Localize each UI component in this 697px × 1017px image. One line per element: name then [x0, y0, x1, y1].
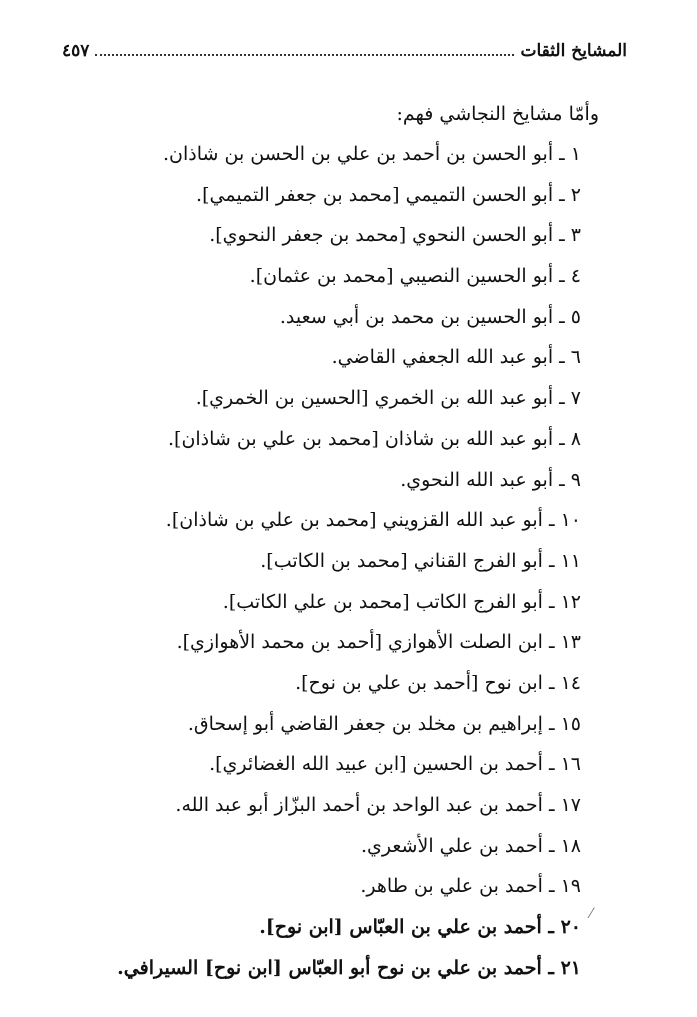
item-text: أحمد بن علي الأشعري.	[361, 834, 543, 857]
list-item: ١٢ ـ أبو الفرج الكاتب [محمد بن علي الكاتب].	[222, 590, 581, 613]
item-number: ٢١	[560, 956, 581, 979]
leader-dots	[95, 40, 514, 56]
item-number: ١٨	[560, 834, 581, 857]
item-number: ٢٠	[560, 916, 581, 939]
list-item: ١٩ ـ أحمد بن علي بن طاهر.	[360, 875, 581, 898]
item-number: ١٤	[560, 671, 581, 694]
item-number: ١٧	[560, 794, 581, 816]
item-text: أبو الفرج القناني [محمد بن الكاتب].	[260, 549, 543, 572]
list-item: ٢١ ـ أحمد بن علي بن نوح أبو العبّاس [ابن نوح] السيرافي.	[117, 956, 581, 979]
item-text: أبو الحسن بن أحمد بن علي بن الحسن بن شاذان.	[163, 143, 554, 165]
item-text: أبو عبد الله النحوي.	[400, 468, 554, 491]
list-item: ١٦ ـ أحمد بن الحسين [ابن عبيد الله الغضائري].	[209, 753, 581, 776]
list-item: ٩ ـ أبو عبد الله النحوي.	[400, 468, 581, 491]
item-text: أبو الحسن التميمي [محمد بن جعفر التميمي].	[196, 183, 554, 206]
list-item: ٥ ـ أبو الحسين بن محمد بن أبي سعيد.	[279, 305, 581, 328]
item-number: ١١	[560, 549, 581, 572]
page-body	[40, 94, 599, 988]
sheikh-list	[40, 134, 599, 988]
item-number: ٤	[570, 265, 581, 288]
intro-line: وأمّا مشايخ النجاشي فهم:	[396, 103, 599, 125]
item-text: أبو الحسين بن محمد بن أبي سعيد.	[279, 305, 554, 328]
list-item: ١٧ ـ أحمد بن عبد الواحد بن أحمد البزّاز أبو عبد الله.	[175, 794, 581, 816]
list-item: ١٥ ـ إبراهيم بن مخلد بن جعفر القاضي أبو إسحاق.	[187, 712, 581, 735]
item-number: ٦	[570, 346, 581, 369]
margin-mark: ⁄	[590, 906, 593, 922]
item-number: ٥	[570, 305, 581, 328]
item-text: أبو الفرج الكاتب [محمد بن علي الكاتب].	[222, 590, 543, 613]
item-text: أبو الحسين النصيبي [محمد بن عثمان].	[249, 265, 554, 288]
item-number: ٣	[570, 224, 581, 247]
item-number: ١٢	[560, 590, 581, 613]
item-number: ١٩	[560, 875, 581, 898]
list-item: ٨ ـ أبو عبد الله بن شاذان [محمد بن علي بن شاذان].	[168, 427, 581, 450]
list-item: ٦ ـ أبو عبد الله الجعفي القاضي.	[331, 346, 581, 369]
list-item: ١ ـ أبو الحسن بن أحمد بن علي بن الحسن بن شاذان.	[163, 143, 581, 165]
item-text: أبو عبد الله بن شاذان [محمد بن علي بن شاذان].	[168, 427, 554, 450]
list-item: ٢٠ ـ أحمد بن علي بن العبّاس [ابن نوح].	[259, 916, 581, 939]
list-item: ١١ ـ أبو الفرج القناني [محمد بن الكاتب].	[260, 549, 581, 572]
item-number: ١٦	[560, 753, 581, 776]
item-text: أحمد بن الحسين [ابن عبيد الله الغضائري].	[209, 753, 543, 776]
item-number: ١٠	[560, 509, 581, 532]
item-text: أبو الحسن النحوي [محمد بن جعفر النحوي].	[209, 224, 554, 247]
item-number: ٧	[570, 387, 581, 410]
item-number: ١٥	[560, 712, 581, 735]
list-item: ١٠ ـ أبو عبد الله القزويني [محمد بن علي بن شاذان].	[165, 509, 581, 532]
list-item: ١٣ ـ ابن الصلت الأهوازي [أحمد بن محمد الأهوازي].	[176, 631, 581, 654]
item-text: أبو عبد الله الجعفي القاضي.	[331, 346, 554, 369]
running-head	[62, 40, 627, 70]
list-item: ١٤ ـ ابن نوح [أحمد بن علي بن نوح].	[295, 671, 581, 694]
item-text: أحمد بن عبد الواحد بن أحمد البزّاز أبو عبد الله.	[175, 794, 543, 816]
item-text: أحمد بن علي بن العبّاس [ابن نوح].	[259, 916, 542, 939]
item-text: أحمد بن علي بن طاهر.	[360, 875, 543, 898]
item-text: أبو عبد الله القزويني [محمد بن علي بن شاذان].	[165, 509, 543, 532]
item-text: أحمد بن علي بن نوح أبو العبّاس [ابن نوح] السيرافي.	[117, 956, 542, 979]
page-number: ٤٥٧	[62, 41, 90, 61]
item-number: ٢	[570, 183, 581, 206]
item-number: ١٣	[560, 631, 581, 654]
item-text: ابن الصلت الأهوازي [أحمد بن محمد الأهوازي].	[176, 631, 543, 654]
list-item: ٤ ـ أبو الحسين النصيبي [محمد بن عثمان].	[249, 265, 581, 288]
item-number: ١	[570, 143, 581, 165]
item-text: ابن نوح [أحمد بن علي بن نوح].	[295, 671, 543, 694]
item-number: ٨	[570, 427, 581, 450]
item-text: إبراهيم بن مخلد بن جعفر القاضي أبو إسحاق.	[187, 712, 543, 735]
list-item: ٢ ـ أبو الحسن التميمي [محمد بن جعفر التميمي].	[196, 183, 581, 206]
item-number: ٩	[570, 468, 581, 491]
item-text: أبو عبد الله بن الخمري [الحسين بن الخمري].	[195, 387, 554, 410]
running-title: المشايخ الثقات	[520, 41, 627, 61]
list-item: ٧ ـ أبو عبد الله بن الخمري [الحسين بن الخمري].	[195, 387, 581, 410]
list-item: ١٨ ـ أحمد بن علي الأشعري.	[361, 834, 581, 857]
list-item: ٣ ـ أبو الحسن النحوي [محمد بن جعفر النحوي].	[209, 224, 581, 247]
